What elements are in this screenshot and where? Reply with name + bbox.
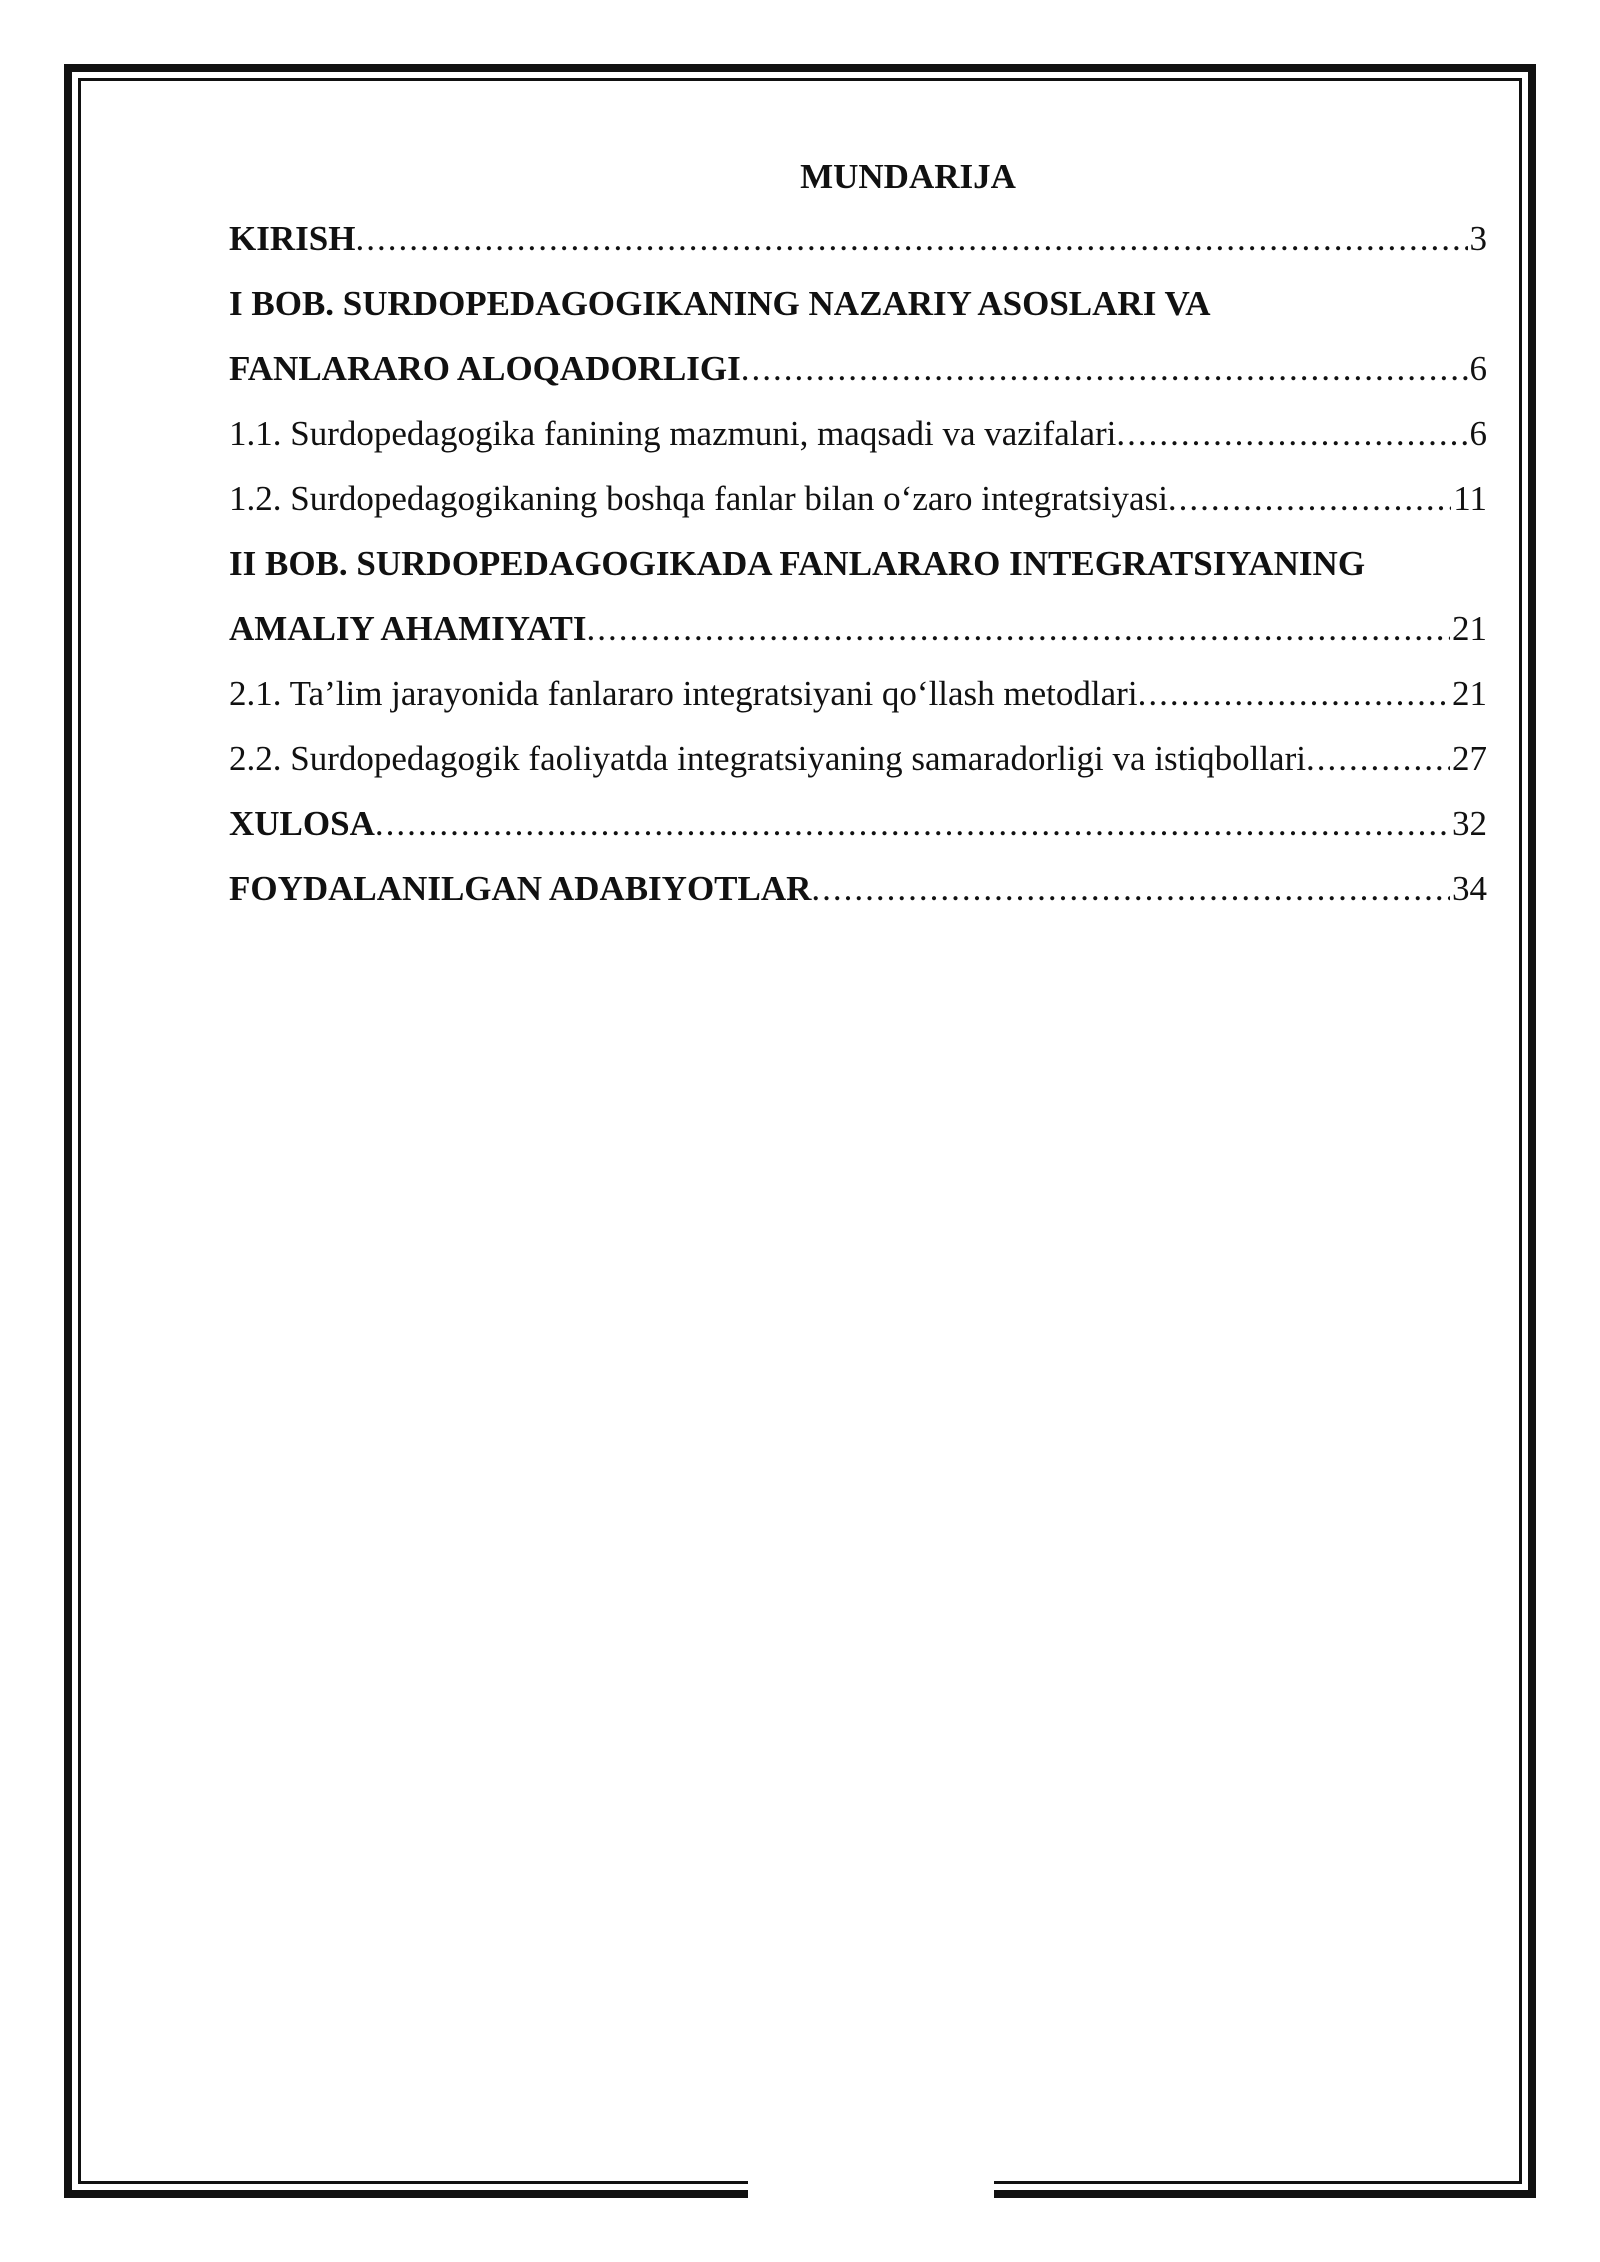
toc-page-number: 11 <box>1453 479 1487 518</box>
toc-entry-chapter-1[interactable] <box>229 336 1487 401</box>
toc-dot-leader <box>375 791 1450 856</box>
toc-entry-label: AMALIY AHAMIYATI <box>229 609 587 648</box>
toc-dot-leader <box>587 596 1451 661</box>
toc-entry-section-2-2[interactable] <box>229 726 1487 791</box>
toc-chapter-1-heading: I BOB. SURDOPEDAGOGIKANING NAZARIY ASOSLARI VA <box>229 284 1211 323</box>
toc-entry-label: FOYDALANILGAN ADABIYOTLAR <box>229 869 812 908</box>
toc-entry-label: 1.2. Surdopedagogikaning boshqa fanlar bilan o‘zaro integratsiyasi <box>229 479 1168 518</box>
toc-dot-leader <box>741 336 1468 401</box>
toc-entry-section-1-1[interactable] <box>229 401 1487 466</box>
toc-entry-label: XULOSA <box>229 804 375 843</box>
toc-page-number: 21 <box>1452 609 1487 648</box>
toc-page-number: 3 <box>1469 219 1487 258</box>
toc-page-number: 6 <box>1469 414 1487 453</box>
toc-page-number: 34 <box>1452 869 1487 908</box>
toc-dot-leader <box>811 856 1450 921</box>
toc-entry-label: 2.1. Ta’lim jarayonida fanlararo integratsiyani qo‘llash metodlari <box>229 674 1138 713</box>
toc-dot-leader <box>1138 661 1450 726</box>
toc-title: MUNDARIJA <box>800 157 1016 196</box>
toc-entry-label: FANLARARO ALOQADORLIGI <box>229 349 741 388</box>
toc-dot-leader <box>1306 726 1450 791</box>
table-of-contents <box>229 148 1487 921</box>
toc-dot-leader <box>1116 401 1467 466</box>
toc-chapter-2-heading: II BOB. SURDOPEDAGOGIKADA FANLARARO INTEGRATSIYANING <box>229 544 1366 583</box>
toc-entry-label: 1.1. Surdopedagogika fanining mazmuni, maqsadi va vazifalari <box>229 414 1117 453</box>
page-border-gap <box>748 2160 994 2210</box>
toc-entry-conclusion[interactable] <box>229 791 1487 856</box>
toc-page-number: 6 <box>1469 349 1487 388</box>
toc-entry-chapter-2[interactable] <box>229 596 1487 661</box>
toc-entry-section-1-2[interactable] <box>229 466 1487 531</box>
toc-entry-section-2-1[interactable] <box>229 661 1487 726</box>
toc-entry-introduction[interactable] <box>229 206 1487 271</box>
toc-entry-references[interactable] <box>229 856 1487 921</box>
toc-dot-leader <box>355 206 1467 271</box>
toc-page-number: 27 <box>1452 739 1487 778</box>
toc-page-number: 21 <box>1452 674 1487 713</box>
toc-page-number: 32 <box>1452 804 1487 843</box>
toc-dot-leader <box>1168 466 1451 531</box>
toc-entry-label: KIRISH <box>229 219 356 258</box>
toc-entry-label: 2.2. Surdopedagogik faoliyatda integratsiyaning samaradorligi va istiqbollari <box>229 739 1306 778</box>
